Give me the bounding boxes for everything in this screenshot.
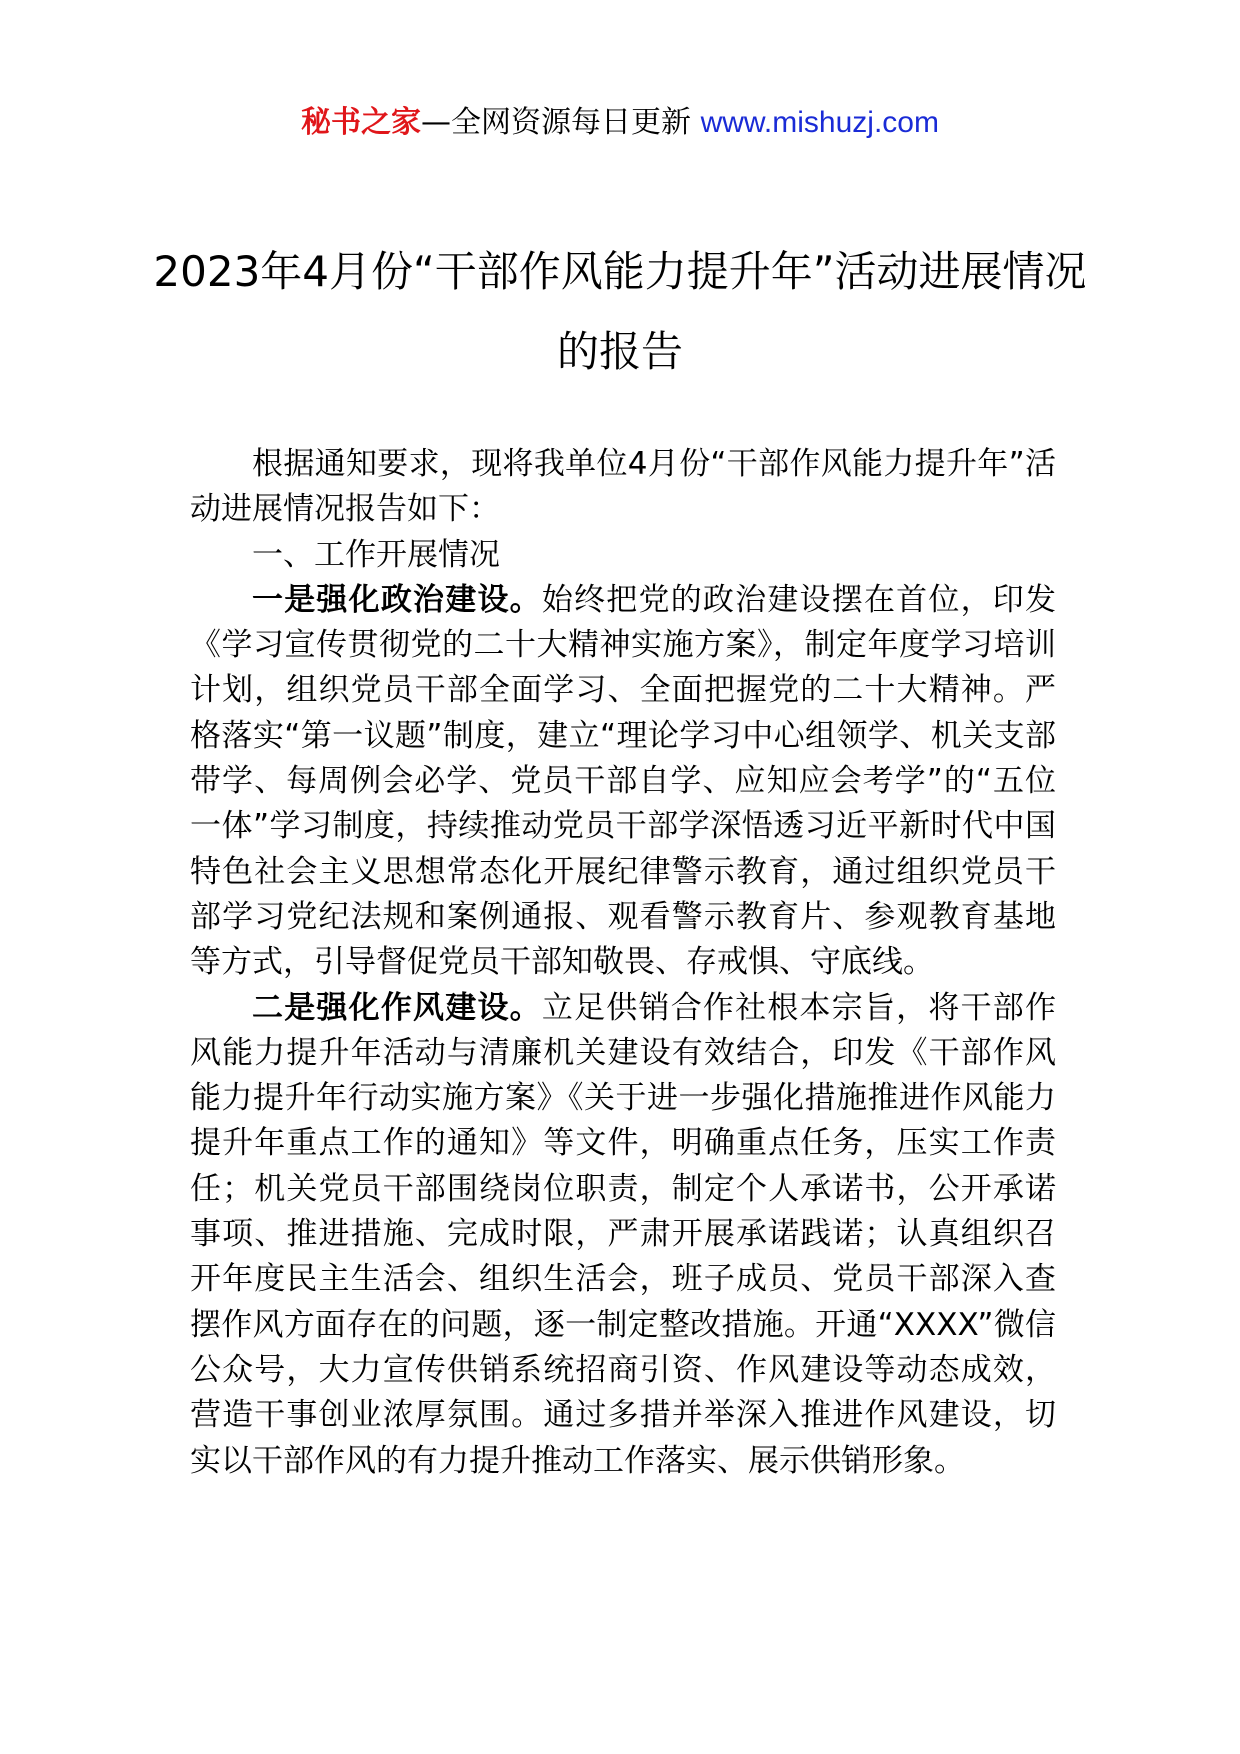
- header-separator: —: [421, 105, 452, 140]
- paragraph-text: 立足供销合作社根本宗旨，将干部作风能力提升年活动与清廉机关建设有效结合，印发《干部作风能力提升年行动实施方案》《关于进一步强化措施推进作风能力提升年重点工作的通知》等文件，明确重点任务，压实工作责任；机关党员干部围绕岗位职责，制定个人承诺书，公开承诺事项、推进措施、完成时限，严肃开展承诺践诺；认真组织召开年度民主生活会、组织生活会，班子成员、党员干部深入查摆作风方面存在的问题，逐一制定整改措施。开通“XXXX”微信公众号，大力宣传供销系统招商引资、作风建设等动态成效，营造干事创业浓厚氛围。通过多措并举深入推进作风建设，切实以干部作风的有力提升推动工作落实、展示供销形象。: [190, 989, 1056, 1479]
- document-title: 2023年4月份“干部作风能力提升年”活动进展情况的报告: [153, 247, 1087, 376]
- paragraph-text: 始终把党的政治建设摆在首位，印发《学习宣传贯彻党的二十大精神实施方案》，制定年度学习培训计划，组织党员干部全面学习、全面把握党的二十大精神。严格落实“第一议题”制度，建立“理论学习中心组领学、机关支部带学、每周例会必学、党员干部自学、应知应会考学”的“五位一体”学习制度，持续推动党员干部学深悟透习近平新时代中国特色社会主义思想常态化开展纪律警示教育，通过组织党员干部学习党纪法规和案例通报、观看警示教育片、参观教育基地等方式，引导督促党员干部知敬畏、存戒惧、守底线。: [190, 581, 1056, 981]
- site-tagline: 全网资源每日更新: [451, 105, 692, 140]
- section-heading: 一、工作开展情况: [252, 536, 500, 573]
- paragraph-political-building: [190, 578, 1056, 986]
- paragraph-lead: 一是强化政治建设。: [252, 581, 542, 618]
- document-body: [190, 442, 1056, 1484]
- site-url-link[interactable]: www.mishuzj.com: [700, 106, 939, 139]
- paragraph-lead: 二是强化作风建设。: [252, 989, 542, 1026]
- intro-paragraph: 根据通知要求，现将我单位4月份“干部作风能力提升年”活动进展情况报告如下：: [190, 446, 1056, 528]
- paragraph-style-building: [190, 986, 1056, 1484]
- site-brand: 秘书之家: [301, 105, 422, 140]
- site-header: [0, 100, 1240, 146]
